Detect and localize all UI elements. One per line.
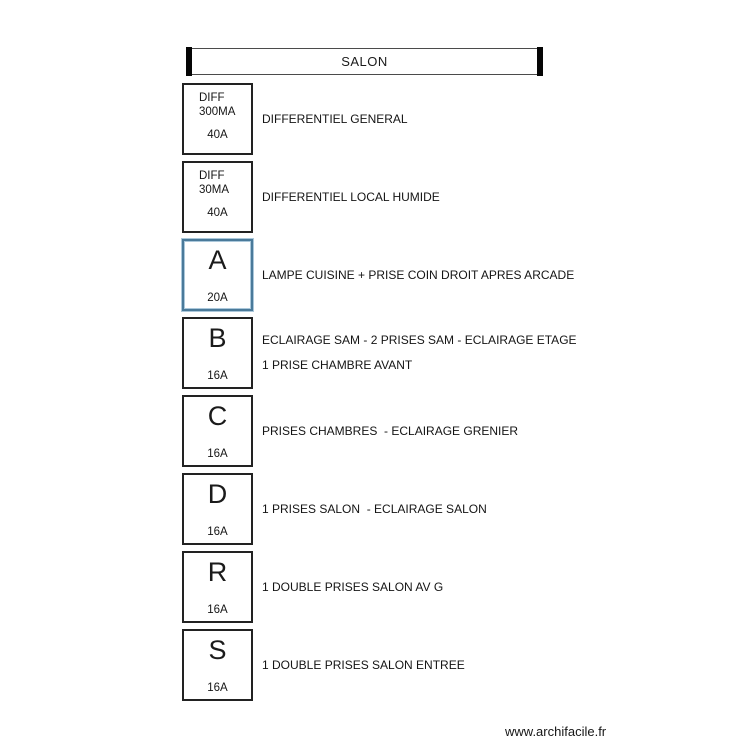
breaker-rating: 40A: [207, 207, 228, 219]
breaker-type-line: DIFF: [199, 92, 225, 104]
breaker-label: 1 PRISE CHAMBRE AVANT: [262, 358, 413, 372]
breaker-label: DIFFERENTIEL GENERAL: [262, 111, 408, 126]
website-link[interactable]: www.archifacile.fr: [505, 724, 607, 739]
breaker-type-line: 300MA: [199, 106, 236, 118]
breaker-letter: A: [208, 245, 227, 275]
breaker-row: [182, 161, 742, 233]
breaker-row: [182, 629, 742, 701]
breaker-letter: S: [208, 635, 227, 665]
breaker-row: [182, 317, 742, 389]
breaker-letter: R: [207, 557, 228, 587]
breaker-description: [262, 83, 742, 155]
breaker-label: PRISES CHAMBRES - ECLAIRAGE GRENIER: [262, 423, 519, 438]
breaker-letter: B: [208, 323, 227, 353]
breaker-rating: 16A: [207, 370, 228, 382]
breaker-letter: D: [207, 479, 228, 509]
breaker-label: LAMPE CUISINE + PRISE COIN DROIT APRES ARCADE: [262, 267, 575, 282]
breaker-description: [262, 473, 742, 545]
breaker-description: [262, 629, 742, 701]
breaker-letter: C: [207, 401, 228, 431]
breaker-rating: 16A: [207, 682, 228, 694]
breaker-box[interactable]: [182, 395, 253, 467]
breaker-box[interactable]: [182, 239, 253, 311]
breaker-description: [262, 239, 742, 311]
breaker-rating: 40A: [207, 129, 228, 141]
breaker-label: 1 DOUBLE PRISES SALON AV G: [262, 579, 444, 594]
breaker-type-line: 30MA: [199, 184, 230, 196]
breaker-list: [182, 83, 742, 707]
breaker-type: [184, 85, 251, 119]
breaker-box[interactable]: [182, 161, 253, 233]
breaker-rating: 20A: [207, 292, 228, 304]
breaker-row: [182, 83, 742, 155]
breaker-box[interactable]: [182, 629, 253, 701]
breaker-rating: 16A: [207, 526, 228, 538]
breaker-row: [182, 395, 742, 467]
breaker-rating: 16A: [207, 448, 228, 460]
breaker-label: 1 PRISES SALON - ECLAIRAGE SALON: [262, 501, 487, 516]
breaker-row: [182, 551, 742, 623]
breaker-label: DIFFERENTIEL LOCAL HUMIDE: [262, 189, 440, 204]
header-end-bar-right-icon: [537, 47, 543, 76]
breaker-row: [182, 473, 742, 545]
breaker-type: [184, 163, 251, 197]
header-end-bar-left-icon: [186, 47, 192, 76]
breaker-box[interactable]: [182, 551, 253, 623]
breaker-description: [262, 317, 742, 389]
breaker-box[interactable]: [182, 317, 253, 389]
breaker-type-line: DIFF: [199, 170, 225, 182]
breaker-description: [262, 161, 742, 233]
breaker-label: 1 DOUBLE PRISES SALON ENTREE: [262, 657, 465, 672]
breaker-row: [182, 239, 742, 311]
breaker-box[interactable]: [182, 83, 253, 155]
panel-title: SALON: [341, 54, 388, 69]
breaker-label: ECLAIRAGE SAM - 2 PRISES SAM - ECLAIRAGE ETAGE: [262, 333, 577, 347]
breaker-box[interactable]: [182, 473, 253, 545]
breaker-rating: 16A: [207, 604, 228, 616]
panel-header: [186, 48, 543, 75]
breaker-description: [262, 395, 742, 467]
breaker-description: [262, 551, 742, 623]
